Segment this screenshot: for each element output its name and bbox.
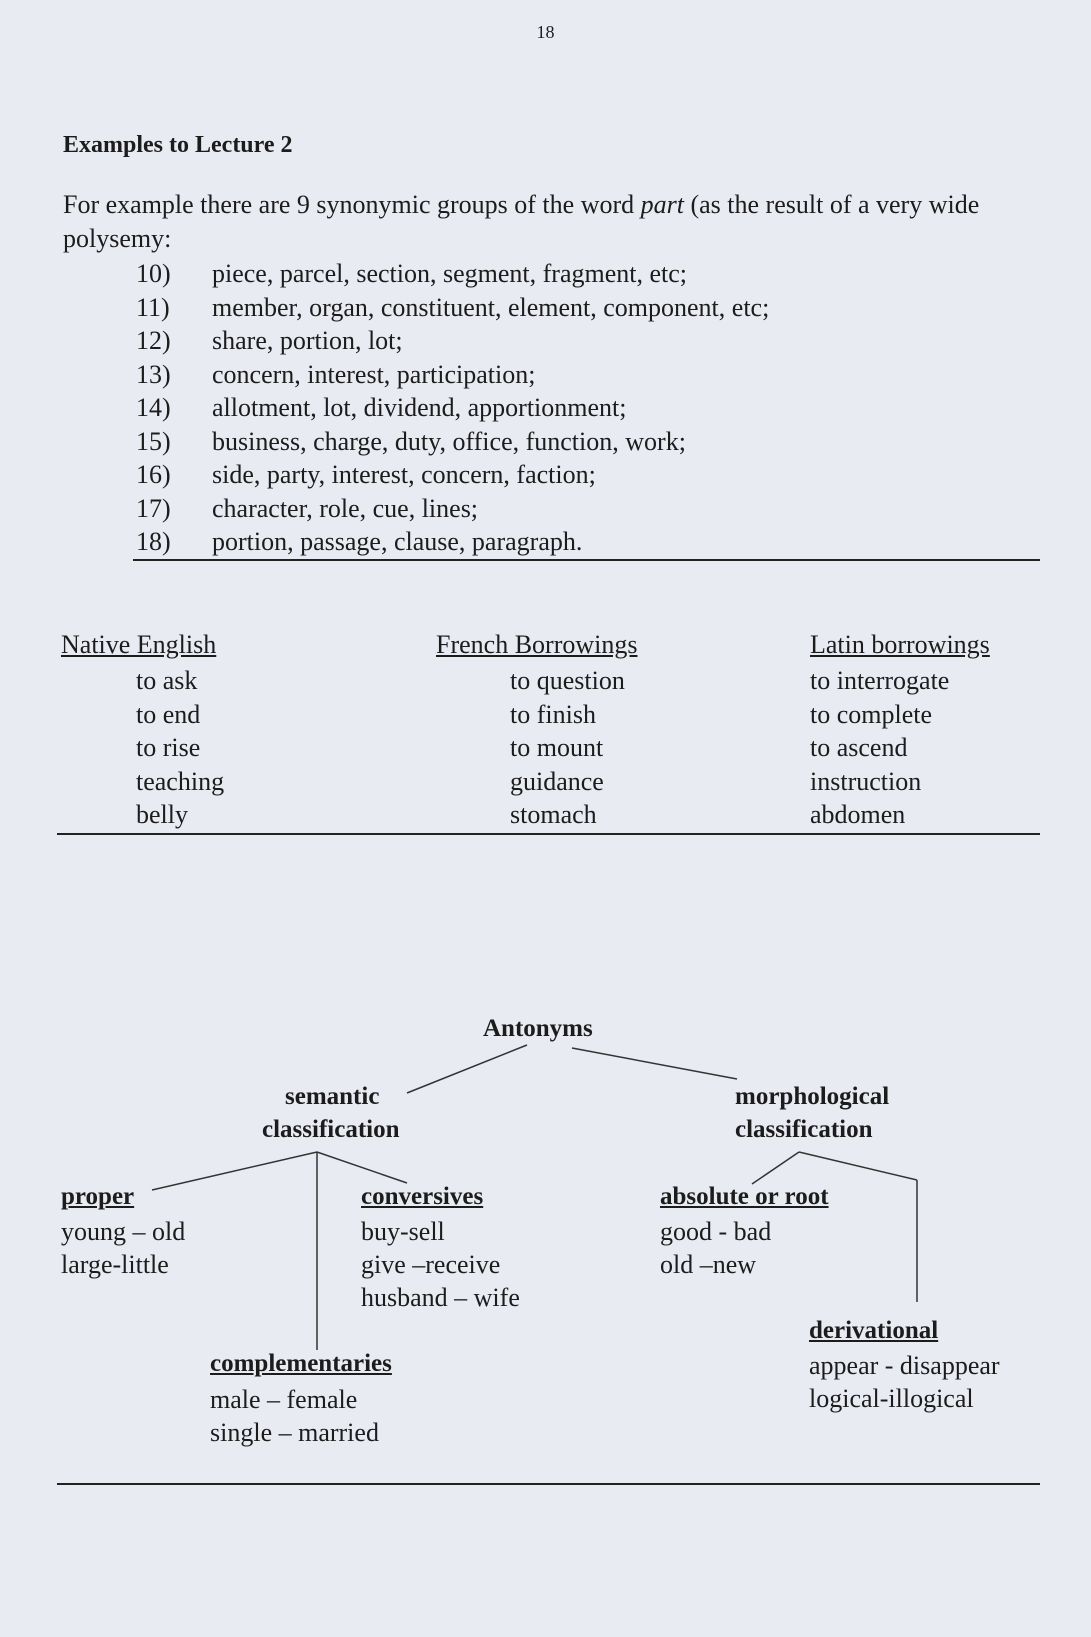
table-cell: to end [136, 699, 201, 729]
absolute-or-root-title: absolute or root [660, 1183, 829, 1210]
list-item-number: 18) [136, 527, 171, 556]
list-item-text: member, organ, constituent, element, component, etc; [212, 292, 770, 322]
example-item: single – married [210, 1418, 379, 1447]
column-header-french: French Borrowings [436, 630, 638, 659]
table-cell: belly [136, 800, 188, 829]
example-item: male – female [210, 1385, 358, 1414]
example-item: large-little [61, 1250, 169, 1279]
table-cell: to mount [510, 733, 604, 762]
list-item-text: side, party, interest, concern, faction; [212, 460, 596, 489]
list-item-text: portion, passage, clause, paragraph. [212, 527, 583, 556]
intro-text-before: For example there are 9 synonymic groups of the word [63, 190, 641, 219]
table-cell: teaching [136, 766, 225, 796]
derivational-title: derivational [809, 1317, 939, 1344]
connector-line [752, 1152, 799, 1184]
proper-examples [61, 1215, 185, 1281]
list-item-number: 14) [136, 393, 171, 422]
table-cell: instruction [810, 766, 922, 796]
table-cell: stomach [510, 800, 597, 829]
list-item-text: allotment, lot, dividend, apportionment; [212, 393, 627, 422]
example-item: logical-illogical [809, 1384, 974, 1413]
list-item-text: piece, parcel, section, segment, fragment, etc; [212, 259, 688, 288]
example-item: appear - disappear [809, 1351, 1000, 1380]
example-item: young – old [61, 1217, 186, 1246]
table-cell: to ask [136, 666, 198, 695]
intro-word: part [640, 190, 684, 219]
table-cell: to rise [136, 733, 201, 762]
derivational-examples [809, 1349, 1000, 1415]
morphological-classification-line1: morphological [735, 1083, 890, 1110]
list-item-number: 11) [136, 292, 170, 322]
list-item-number: 12) [136, 326, 171, 355]
list-item-number: 17) [136, 493, 171, 523]
table-cell: to finish [510, 699, 596, 729]
list-item-number: 10) [136, 259, 171, 288]
table-cell: to question [510, 666, 625, 695]
table-cell: to complete [810, 699, 933, 729]
list-item-number: 13) [136, 359, 171, 389]
absolute-or-root-examples [660, 1215, 771, 1281]
antonyms-root: Antonyms [483, 1015, 593, 1042]
table-cell: abdomen [810, 800, 906, 829]
intro-text-after: (as the result of a very wide polysemy: [63, 190, 980, 253]
divider-rule [57, 1483, 1040, 1485]
conversives-examples [361, 1215, 520, 1314]
page-number: 18 [536, 22, 555, 42]
column-header-native: Native English [61, 630, 217, 659]
connector-line [572, 1048, 737, 1079]
column-header-latin: Latin borrowings [810, 630, 990, 659]
morphological-classification-line2: classification [735, 1116, 873, 1143]
example-item: old –new [660, 1250, 757, 1279]
page-heading: Examples to Lecture 2 [63, 132, 293, 158]
table-cell: to interrogate [810, 666, 950, 695]
list-item-text: character, role, cue, lines; [212, 493, 479, 523]
semantic-classification-line2: classification [262, 1116, 400, 1143]
proper-title: proper [61, 1183, 135, 1210]
example-item: give –receive [361, 1250, 501, 1279]
example-item: buy-sell [361, 1217, 445, 1246]
connector-line [317, 1152, 407, 1183]
list-item-text: share, portion, lot; [212, 326, 403, 355]
list-item-number: 16) [136, 460, 171, 489]
semantic-classification-line1: semantic [285, 1083, 380, 1110]
example-item: husband – wife [361, 1283, 520, 1312]
list-item-number: 15) [136, 426, 171, 456]
connector-line [799, 1152, 917, 1180]
list-item-text: business, charge, duty, office, function, work; [212, 426, 686, 456]
table-cell: guidance [510, 766, 604, 796]
list-item-text: concern, interest, participation; [212, 359, 536, 389]
table-cell: to ascend [810, 733, 908, 762]
conversives-title: conversives [361, 1183, 484, 1210]
connector-line [407, 1045, 527, 1093]
complementaries-title: complementaries [210, 1350, 392, 1377]
example-item: good - bad [660, 1217, 772, 1246]
complementaries-examples [210, 1383, 379, 1449]
connector-line [152, 1152, 317, 1190]
